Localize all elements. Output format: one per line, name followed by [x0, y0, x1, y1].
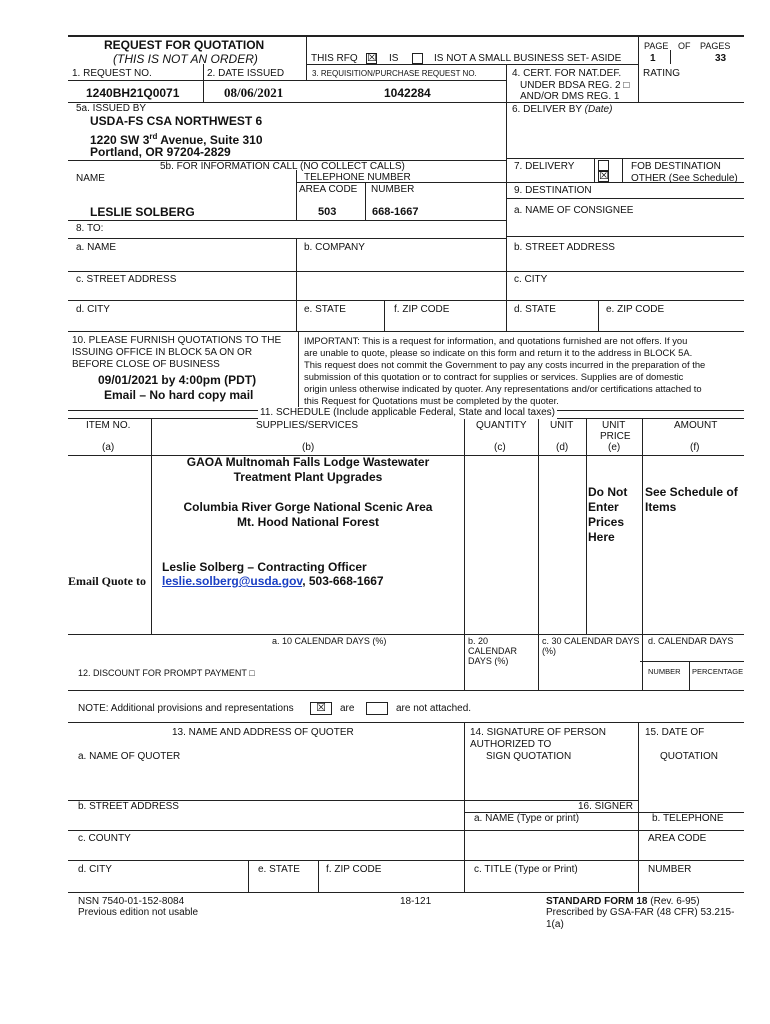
important-line-4: submission of this quotation or to contract for supplies or services. Supplies are of domestic: [304, 371, 684, 382]
to-name-label: a. NAME: [76, 242, 117, 253]
officer-email-link[interactable]: leslie.solberg@usda.gov: [162, 574, 303, 588]
footer-previous-edition: Previous edition not usable: [78, 907, 199, 918]
col-amount: AMOUNT: [674, 420, 718, 431]
contact-area-code: 503: [318, 206, 337, 218]
page-label: PAGE: [644, 41, 669, 51]
rating-label: RATING: [643, 68, 681, 79]
signature-line2: AUTHORIZED TO: [470, 739, 552, 750]
page-number: 1: [650, 53, 656, 64]
number-label: NUMBER: [371, 184, 415, 195]
email-quote-label: Email Quote to: [68, 574, 146, 588]
rfq-is-label: IS: [389, 53, 399, 64]
telephone-label: TELEPHONE NUMBER: [304, 172, 411, 183]
footer-prescribed-2: 1(a): [546, 919, 564, 930]
signer-label: 16. SIGNER: [578, 801, 634, 812]
col-unit: UNIT: [550, 420, 574, 431]
discount-20-line1: b. 20: [468, 636, 489, 646]
of-label: OF: [678, 41, 691, 51]
col-quantity: QUANTITY: [476, 420, 527, 431]
signature-line3: SIGN QUOTATION: [486, 751, 572, 762]
quote-date-line1: 15. DATE OF: [645, 727, 705, 738]
amount-note-1: See Schedule of: [645, 485, 738, 499]
to-city-label: d. CITY: [76, 304, 110, 315]
footer-nsn: NSN 7540-01-152-8084: [78, 896, 185, 907]
important-line-2: are unable to quote, please so indicate on this form and return it to the address in BLOCK 5A.: [304, 347, 693, 358]
sub-e: (e): [608, 442, 621, 453]
discount-label: 12. DISCOUNT FOR PROMPT PAYMENT □: [78, 668, 255, 678]
item-desc-4: Mt. Hood National Forest: [237, 515, 379, 529]
signature-line1: 14. SIGNATURE OF PERSON: [470, 727, 606, 738]
item-desc-2: Treatment Plant Upgrades: [233, 470, 383, 484]
to-company-label: b. COMPANY: [304, 242, 365, 253]
quote-due-date: 09/01/2021 by 4:00pm (PDT): [98, 373, 257, 387]
col-item-no: ITEM NO.: [86, 420, 131, 431]
discount-10-days: a. 10 CALENDAR DAYS (%): [272, 636, 387, 646]
dest-state-label: d. STATE: [514, 304, 556, 315]
sub-b: (b): [302, 442, 315, 453]
important-line-1: IMPORTANT: This is a request for information, and quotations furnished are not offers. If you: [304, 335, 688, 346]
signer-telephone-label: b. TELEPHONE: [652, 813, 724, 824]
provisions-are-label: are: [340, 703, 355, 714]
pages-label: PAGES: [700, 41, 731, 51]
other-checkbox[interactable]: ☒: [599, 170, 609, 182]
footer-prescribed-1: Prescribed by GSA-FAR (48 CFR) 53.215-: [546, 907, 735, 918]
fob-destination-label: FOB DESTINATION: [631, 161, 721, 172]
quote-email-only: Email – No hard copy mail: [104, 388, 254, 402]
discount-20-line3: DAYS (%): [468, 656, 509, 666]
signer-number-label: NUMBER: [648, 864, 692, 875]
deliver-by-label: 6. DELIVER BY (Date): [512, 104, 613, 115]
contracting-officer: Leslie Solberg – Contracting Officer: [162, 560, 367, 574]
col-unit-price-1: UNIT: [602, 420, 626, 431]
furnish-line3: BEFORE CLOSE OF BUSINESS: [72, 359, 220, 370]
request-no: 1240BH21Q0071: [86, 86, 180, 100]
sub-d: (d): [556, 442, 569, 453]
signer-title-label: c. TITLE (Type or Print): [474, 864, 578, 875]
signer-name-label: a. NAME (Type or print): [474, 813, 580, 824]
schedule-title: 11. SCHEDULE (Include applicable Federal, State and local taxes): [260, 407, 555, 418]
destination-label: 9. DESTINATION: [514, 185, 592, 196]
sub-a: (a): [102, 442, 115, 453]
sub-f: (f): [690, 442, 700, 453]
rfq-prefix: THIS RFQ: [311, 53, 358, 64]
discount-20-line2: CALENDAR: [468, 646, 518, 656]
quoter-name-label: a. NAME OF QUOTER: [78, 751, 181, 762]
unit-price-note-1: Do Not: [588, 485, 628, 499]
amount-note-2: Items: [645, 500, 677, 514]
dest-street-label: b. STREET ADDRESS: [514, 242, 615, 253]
unit-price-note-3: Prices: [588, 515, 625, 529]
discount-percentage: PERCENTAGE: [692, 667, 744, 676]
col-unit-price-2: PRICE: [600, 431, 631, 442]
to-state-label: e. STATE: [304, 304, 346, 315]
date-issued-label: 2. DATE ISSUED: [207, 68, 285, 79]
quoter-city-label: d. CITY: [78, 864, 112, 875]
cert-line3: AND/OR DMS REG. 1: [520, 91, 620, 102]
important-line-6: this Request for Quotations must be completed by the quoter.: [304, 395, 559, 406]
discount-30-line2: (%): [542, 646, 556, 656]
total-pages: 33: [715, 53, 727, 64]
form-subtitle: (THIS IS NOT AN ORDER): [113, 52, 258, 66]
issued-by-line1: USDA-FS CSA NORTHWEST 6: [90, 114, 263, 128]
contact-number: 668-1667: [372, 206, 419, 218]
rfq-isnot-checkbox[interactable]: [412, 53, 423, 64]
important-line-5: origin unless otherwise indicated by quoter. Any representations and/or certifications attached to: [304, 383, 702, 394]
provisions-are-not-checkbox[interactable]: [366, 702, 388, 715]
officer-contact: leslie.solberg@usda.gov, 503-668-1667: [162, 574, 384, 588]
sub-c: (c): [494, 442, 506, 453]
provisions-are-not-label: are not attached.: [396, 703, 472, 714]
signer-area-code-label: AREA CODE: [648, 833, 707, 844]
discount-number: NUMBER: [648, 667, 681, 676]
date-issued: 08/06/2021: [224, 85, 284, 100]
requisition-no: 1042284: [384, 86, 431, 100]
quoter-section-label: 13. NAME AND ADDRESS OF QUOTER: [172, 727, 354, 738]
furnish-line1: 10. PLEASE FURNISH QUOTATIONS TO THE: [72, 335, 282, 346]
unit-price-note-4: Here: [588, 530, 615, 544]
unit-price-note-2: Enter: [588, 500, 619, 514]
to-label: 8. TO:: [76, 223, 104, 234]
item-desc-3: Columbia River Gorge National Scenic Area: [183, 500, 433, 514]
issued-by-label: 5a. ISSUED BY: [76, 103, 147, 114]
col-supplies: SUPPLIES/SERVICES: [256, 420, 359, 431]
issued-by-line2: 1220 SW 3rd Avenue, Suite 310: [90, 132, 263, 147]
dest-zip-label: e. ZIP CODE: [606, 304, 665, 315]
quoter-street-label: b. STREET ADDRESS: [78, 801, 179, 812]
area-code-label: AREA CODE: [299, 184, 358, 195]
other-label: OTHER (See Schedule): [631, 173, 738, 184]
quoter-state-label: e. STATE: [258, 864, 300, 875]
quoter-zip-label: f. ZIP CODE: [326, 864, 382, 875]
cert-line1: 4. CERT. FOR NAT.DEF.: [512, 68, 622, 79]
delivery-label: 7. DELIVERY: [514, 161, 575, 172]
request-no-label: 1. REQUEST NO.: [72, 68, 152, 79]
note-text: NOTE: Additional provisions and representations: [78, 703, 294, 714]
to-zip-label: f. ZIP CODE: [394, 304, 450, 315]
quoter-county-label: c. COUNTY: [78, 833, 131, 844]
footer-code: 18-121: [400, 896, 432, 907]
issued-by-line3: Portland, OR 97204-2829: [90, 145, 231, 159]
contact-name: LESLIE SOLBERG: [90, 205, 195, 219]
consignee-label: a. NAME OF CONSIGNEE: [514, 205, 634, 216]
to-street-label: c. STREET ADDRESS: [76, 274, 177, 285]
quote-date-line2: QUOTATION: [660, 751, 718, 762]
provisions-are-checkbox[interactable]: ☒: [310, 702, 332, 715]
rfq-is-checkbox[interactable]: ☒: [367, 52, 377, 64]
important-line-3: This request does not commit the Government to pay any costs incurred in the preparation of the: [304, 359, 706, 370]
cert-line2: UNDER BDSA REG. 2 □: [520, 80, 630, 91]
requisition-label: 3. REQUISITION/PURCHASE REQUEST NO.: [312, 69, 477, 78]
info-call-label: 5b. FOR INFORMATION CALL (NO COLLECT CALLS): [160, 161, 405, 172]
footer-form-name: STANDARD FORM 18 (Rev. 6-95): [546, 896, 700, 907]
dest-city-label: c. CITY: [514, 274, 548, 285]
discount-30-line1: c. 30 CALENDAR DAYS: [542, 636, 640, 646]
form-title: REQUEST FOR QUOTATION: [104, 38, 265, 52]
item-desc-1: GAOA Multnomah Falls Lodge Wastewater: [186, 455, 430, 469]
rfq-suffix: IS NOT A SMALL BUSINESS SET- ASIDE: [434, 53, 622, 64]
name-label: NAME: [76, 173, 105, 184]
discount-calendar-days: d. CALENDAR DAYS: [648, 636, 734, 646]
furnish-line2: ISSUING OFFICE IN BLOCK 5A ON OR: [72, 347, 253, 358]
